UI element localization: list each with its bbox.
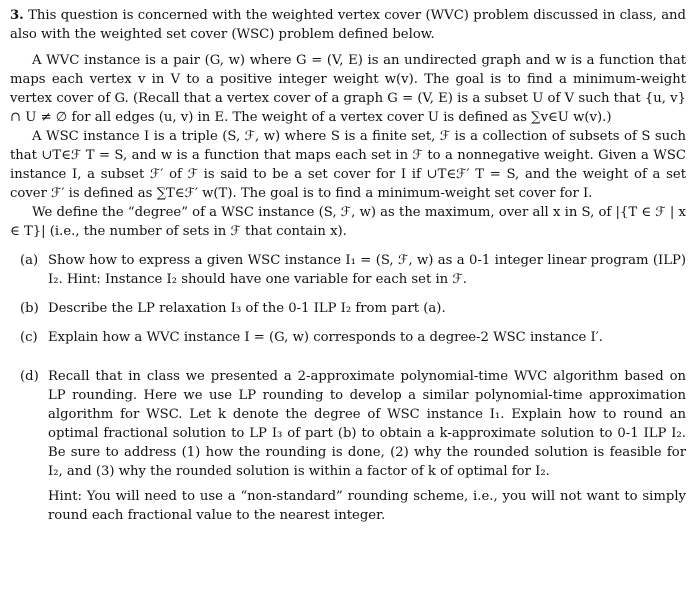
- intro-text: This question is concerned with the weighted vertex cover (WVC) problem discussed in class, and also with the weighted set cover (WSC) problem defined below.: [10, 8, 686, 42]
- question-intro: [10, 6, 686, 44]
- question-parts: [10, 251, 686, 525]
- part-a: [20, 251, 686, 289]
- part-c-label: (c): [20, 330, 38, 345]
- part-c-text: Explain how a WVC instance I = (G, w) corresponds to a degree-2 WSC instance I′.: [48, 330, 603, 345]
- part-b-text: Describe the LP relaxation I₃ of the 0-1 ILP I₂ from part (a).: [48, 301, 446, 316]
- paragraph-wvc-definition: A WVC instance is a pair (G, w) where G = (V, E) is an undirected graph and w is a function that maps each vertex v in V to a positive integer weight w(v). The goal is to find a minimum-weight vertex cover of G. (Recall that a vertex cover of a graph G = (V, E) is a subset U of V such that {u, v} ∩ U ≠ ∅ for all edges (u, v) in E. The weight of a vertex cover U is defined as ∑v∈U w(v).): [10, 53, 686, 125]
- part-d: [20, 367, 686, 525]
- part-a-text: Show how to express a given WSC instance I₁ = (S, ℱ, w) as a 0-1 integer linear program (ILP) I₂. Hint: Instance I₂ should have one variable for each set in ℱ.: [48, 253, 686, 287]
- part-d-label: (d): [20, 369, 39, 384]
- part-d-text: Recall that in class we presented a 2-approximate polynomial-time WVC algorithm based on LP rounding. Here we use LP rounding to develop a similar polynomial-time approximation algorithm for WSC. Let k denote the degree of WSC instance I₁. Explain how to round an optimal fractional solution to LP I₃ of part (b) to obtain a k-approximate solution to 0-1 ILP I₂. Be sure to address (1) how the rounding is done, (2) why the rounded solution is feasible for I₂, and (3) why the rounded solution is within a factor of k of optimal for I₂.: [48, 369, 686, 479]
- paragraph-wsc-definition: A WSC instance I is a triple (S, ℱ, w) where S is a finite set, ℱ is a collection of subsets of S such that ∪T∈ℱ T = S, and w is a function that maps each set in ℱ to a nonnegative weight. Given a WSC instance I, a subset ℱ′ of ℱ is said to be a set cover for I if ∪T∈ℱ′ T = S, and the weight of a set cover ℱ′ is defined as ∑T∈ℱ′ w(T). The goal is to find a minimum-weight set cover for I.: [10, 129, 686, 201]
- question-number: 3.: [10, 8, 24, 23]
- part-d-body: [48, 367, 686, 525]
- part-b-label: (b): [20, 301, 39, 316]
- part-a-label: (a): [20, 253, 39, 268]
- paragraph-degree-definition: We define the “degree” of a WSC instance (S, ℱ, w) as the maximum, over all x in S, of |{T ∈ ℱ | x ∈ T}| (i.e., the number of sets in ℱ that contain x).: [10, 205, 686, 239]
- part-b: [20, 299, 686, 318]
- part-c: [20, 328, 686, 347]
- part-d-hint: Hint: You will need to use a “non-standard” rounding scheme, i.e., you will not want to simply round each fractional value to the nearest integer.: [48, 489, 686, 523]
